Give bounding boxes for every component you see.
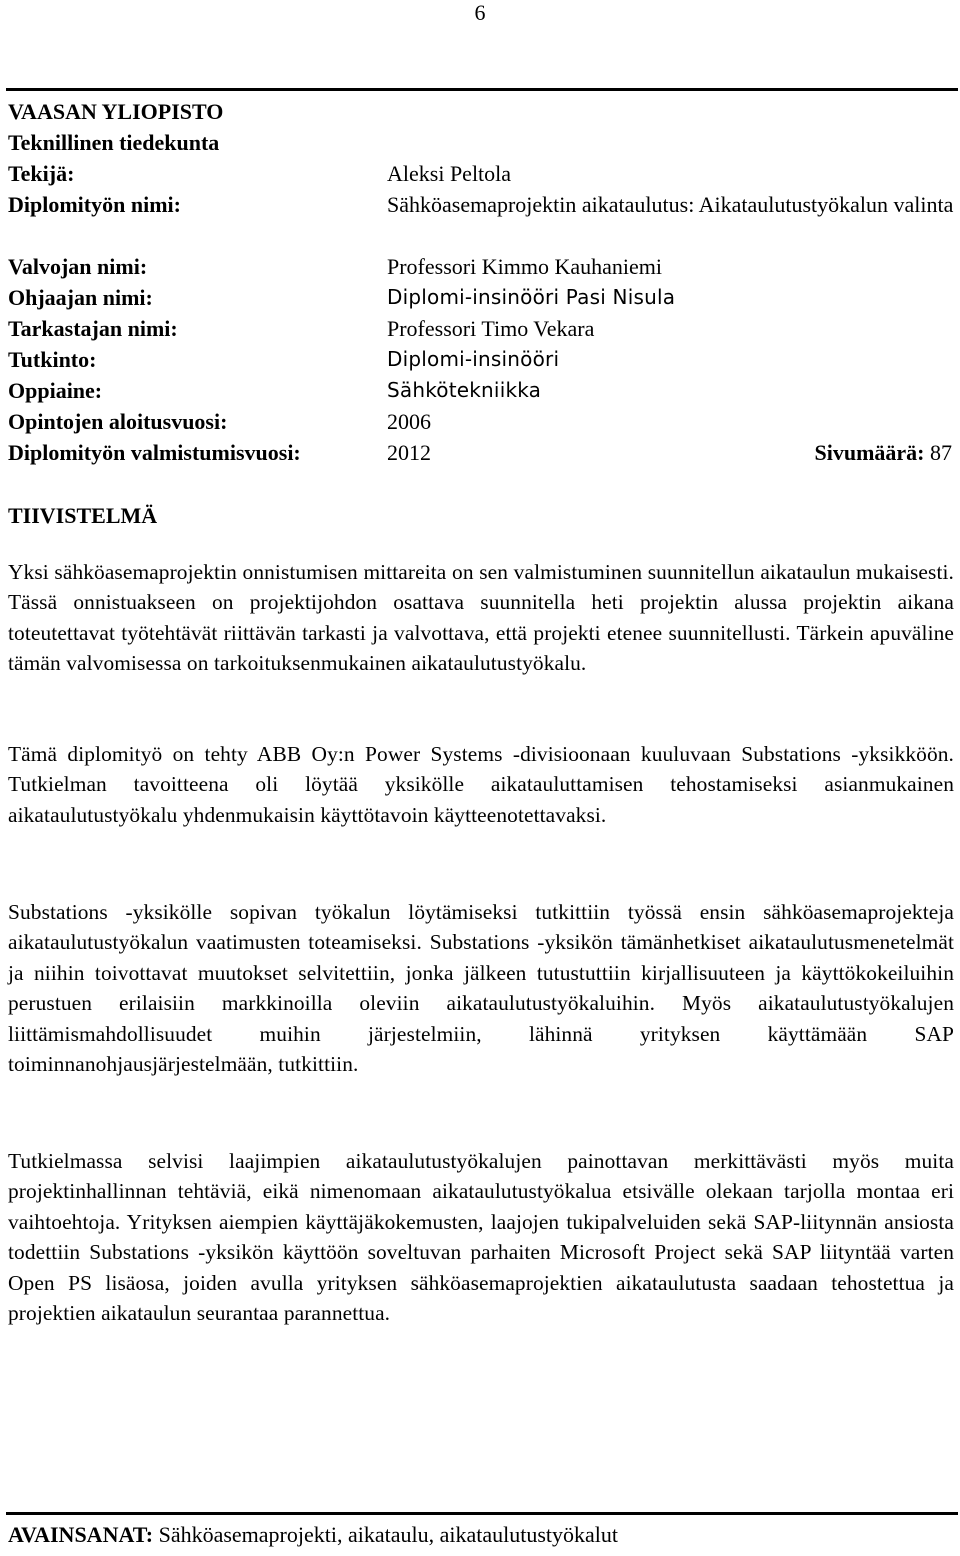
- abstract-paragraph-2: Tämä diplomityö on tehty ABB Oy:n Power Systems -divisioonaan kuuluvaan Substations -yksikköön. Tutkielman tavoitteena oli löytää yksikölle aikatauluttamisen tehostamiseksi asianmukainen aikataulutustyökalu yhdenmukaisin käyttötavoin käytteenotettavaksi.: [8, 742, 954, 827]
- page-count: [815, 437, 953, 468]
- abstract-title: TIIVISTELMÄ: [8, 503, 158, 528]
- start-year-row: [8, 406, 956, 437]
- keywords: [8, 1520, 956, 1550]
- graduation-year-row: [8, 437, 956, 468]
- start-year-value: 2006: [387, 409, 431, 434]
- abstract-paragraph-3: Substations -yksikölle sopivan työkalun löytämiseksi tutkittiin työssä ensin sähköasemaprojekteja aikataulutustyökalun vaatimusten toteamiseksi. Substations -yksikön tämänhetkiset aikataulutusmenetelmät ja niihin toivottavat muutokset selvitettiin, jonka jälkeen tutustuttiin kirjallisuuteen ja käyttökokeiluihin perustuen erilaisiin markkinoilla oleviin aikataulutustyökaluihin. Myös aikataulutustyökalujen liittämismahdollisuudet muihin järjestelmiin, lähinnä yrityksen käyttämään SAP toiminnanohjausjärjestelmään, tutkittiin.: [8, 900, 954, 1077]
- major-row: [8, 375, 956, 406]
- graduation-year-value: 2012: [387, 440, 431, 465]
- thesis-info-header: [8, 96, 956, 468]
- start-year-label: Opintojen aloitusvuosi:: [8, 409, 228, 434]
- degree-label: Tutkinto:: [8, 347, 97, 372]
- author-value: Aleksi Peltola: [387, 161, 512, 186]
- faculty-name: Teknillinen tiedekunta: [8, 130, 220, 155]
- supervisor-row: [8, 251, 956, 282]
- university-name: VAASAN YLIOPISTO: [8, 99, 224, 124]
- top-rule: [6, 88, 958, 91]
- abstract-paragraph-1: Yksi sähköasemaprojektin onnistumisen mittareita on sen valmistuminen suunnitellun aikataulun mukaisesti. Tässä onnistuakseen on projektijohdon osattava suunnitella heti projektin alussa projektin aikana toteutettavat työtehtävät riittävän tarkasti ja valvottava, että projekti etenee suunnitellusti. Tärkein apuväline tämän valvomisessa on tarkoituksenmukainen aikataulutustyökalu.: [8, 560, 954, 676]
- page-count-value: 87: [930, 440, 952, 465]
- bottom-rule: [6, 1512, 958, 1515]
- instructor-value: Diplomi-insinööri Pasi Nisula: [387, 285, 676, 309]
- thesis-title-value: Sähköasemaprojektin aikataulutus: Aikataulutustyökalun valinta: [387, 192, 954, 217]
- instructor-label: Ohjaajan nimi:: [8, 285, 153, 310]
- keywords-value: Sähköasemaprojekti, aikataulu, aikataulutustyökalut: [158, 1522, 619, 1547]
- major-label: Oppiaine:: [8, 378, 103, 403]
- page-number: 6: [474, 0, 486, 25]
- degree-row: [8, 344, 956, 375]
- supervisor-label: Valvojan nimi:: [8, 254, 148, 279]
- thesis-title-row: [8, 189, 956, 251]
- examiner-row: [8, 313, 956, 344]
- major-value: Sähkötekniikka: [387, 378, 542, 402]
- thesis-title-label: Diplomityön nimi:: [8, 192, 181, 217]
- author-label: Tekijä:: [8, 161, 75, 186]
- degree-value: Diplomi-insinööri: [387, 347, 560, 371]
- graduation-year-label: Diplomityön valmistumisvuosi:: [8, 440, 301, 465]
- abstract-paragraph-4: Tutkielmassa selvisi laajimpien aikataulutustyökalujen painottavan merkittävästi myös muita projektinhallinnan tehtäviä, eikä nimenomaan aikataulutustyökalua etsivälle olekaan tarjolla montaa eri vaihtoehtoja. Yrityksen aiempien käyttäjäkokemusten, laajojen tukipalveluiden sekä SAP-liitynnän ansiosta todettiin Substations -yksikön käyttöön soveltuvan parhaiten Microsoft Project sekä SAP liityntää varten Open PS lisäosa, joiden avulla yrityksen sähköasemaprojektien aikataulutusta saadaan tehostettua ja projektien aikataulun seurantaa parannettua.: [8, 1149, 954, 1326]
- examiner-label: Tarkastajan nimi:: [8, 316, 178, 341]
- examiner-value: Professori Timo Vekara: [387, 316, 595, 341]
- instructor-row: [8, 282, 956, 313]
- keywords-label: AVAINSANAT:: [8, 1522, 154, 1547]
- supervisor-value: Professori Kimmo Kauhaniemi: [387, 254, 662, 279]
- author-row: [8, 158, 956, 189]
- page-count-label: Sivumäärä:: [814, 440, 925, 465]
